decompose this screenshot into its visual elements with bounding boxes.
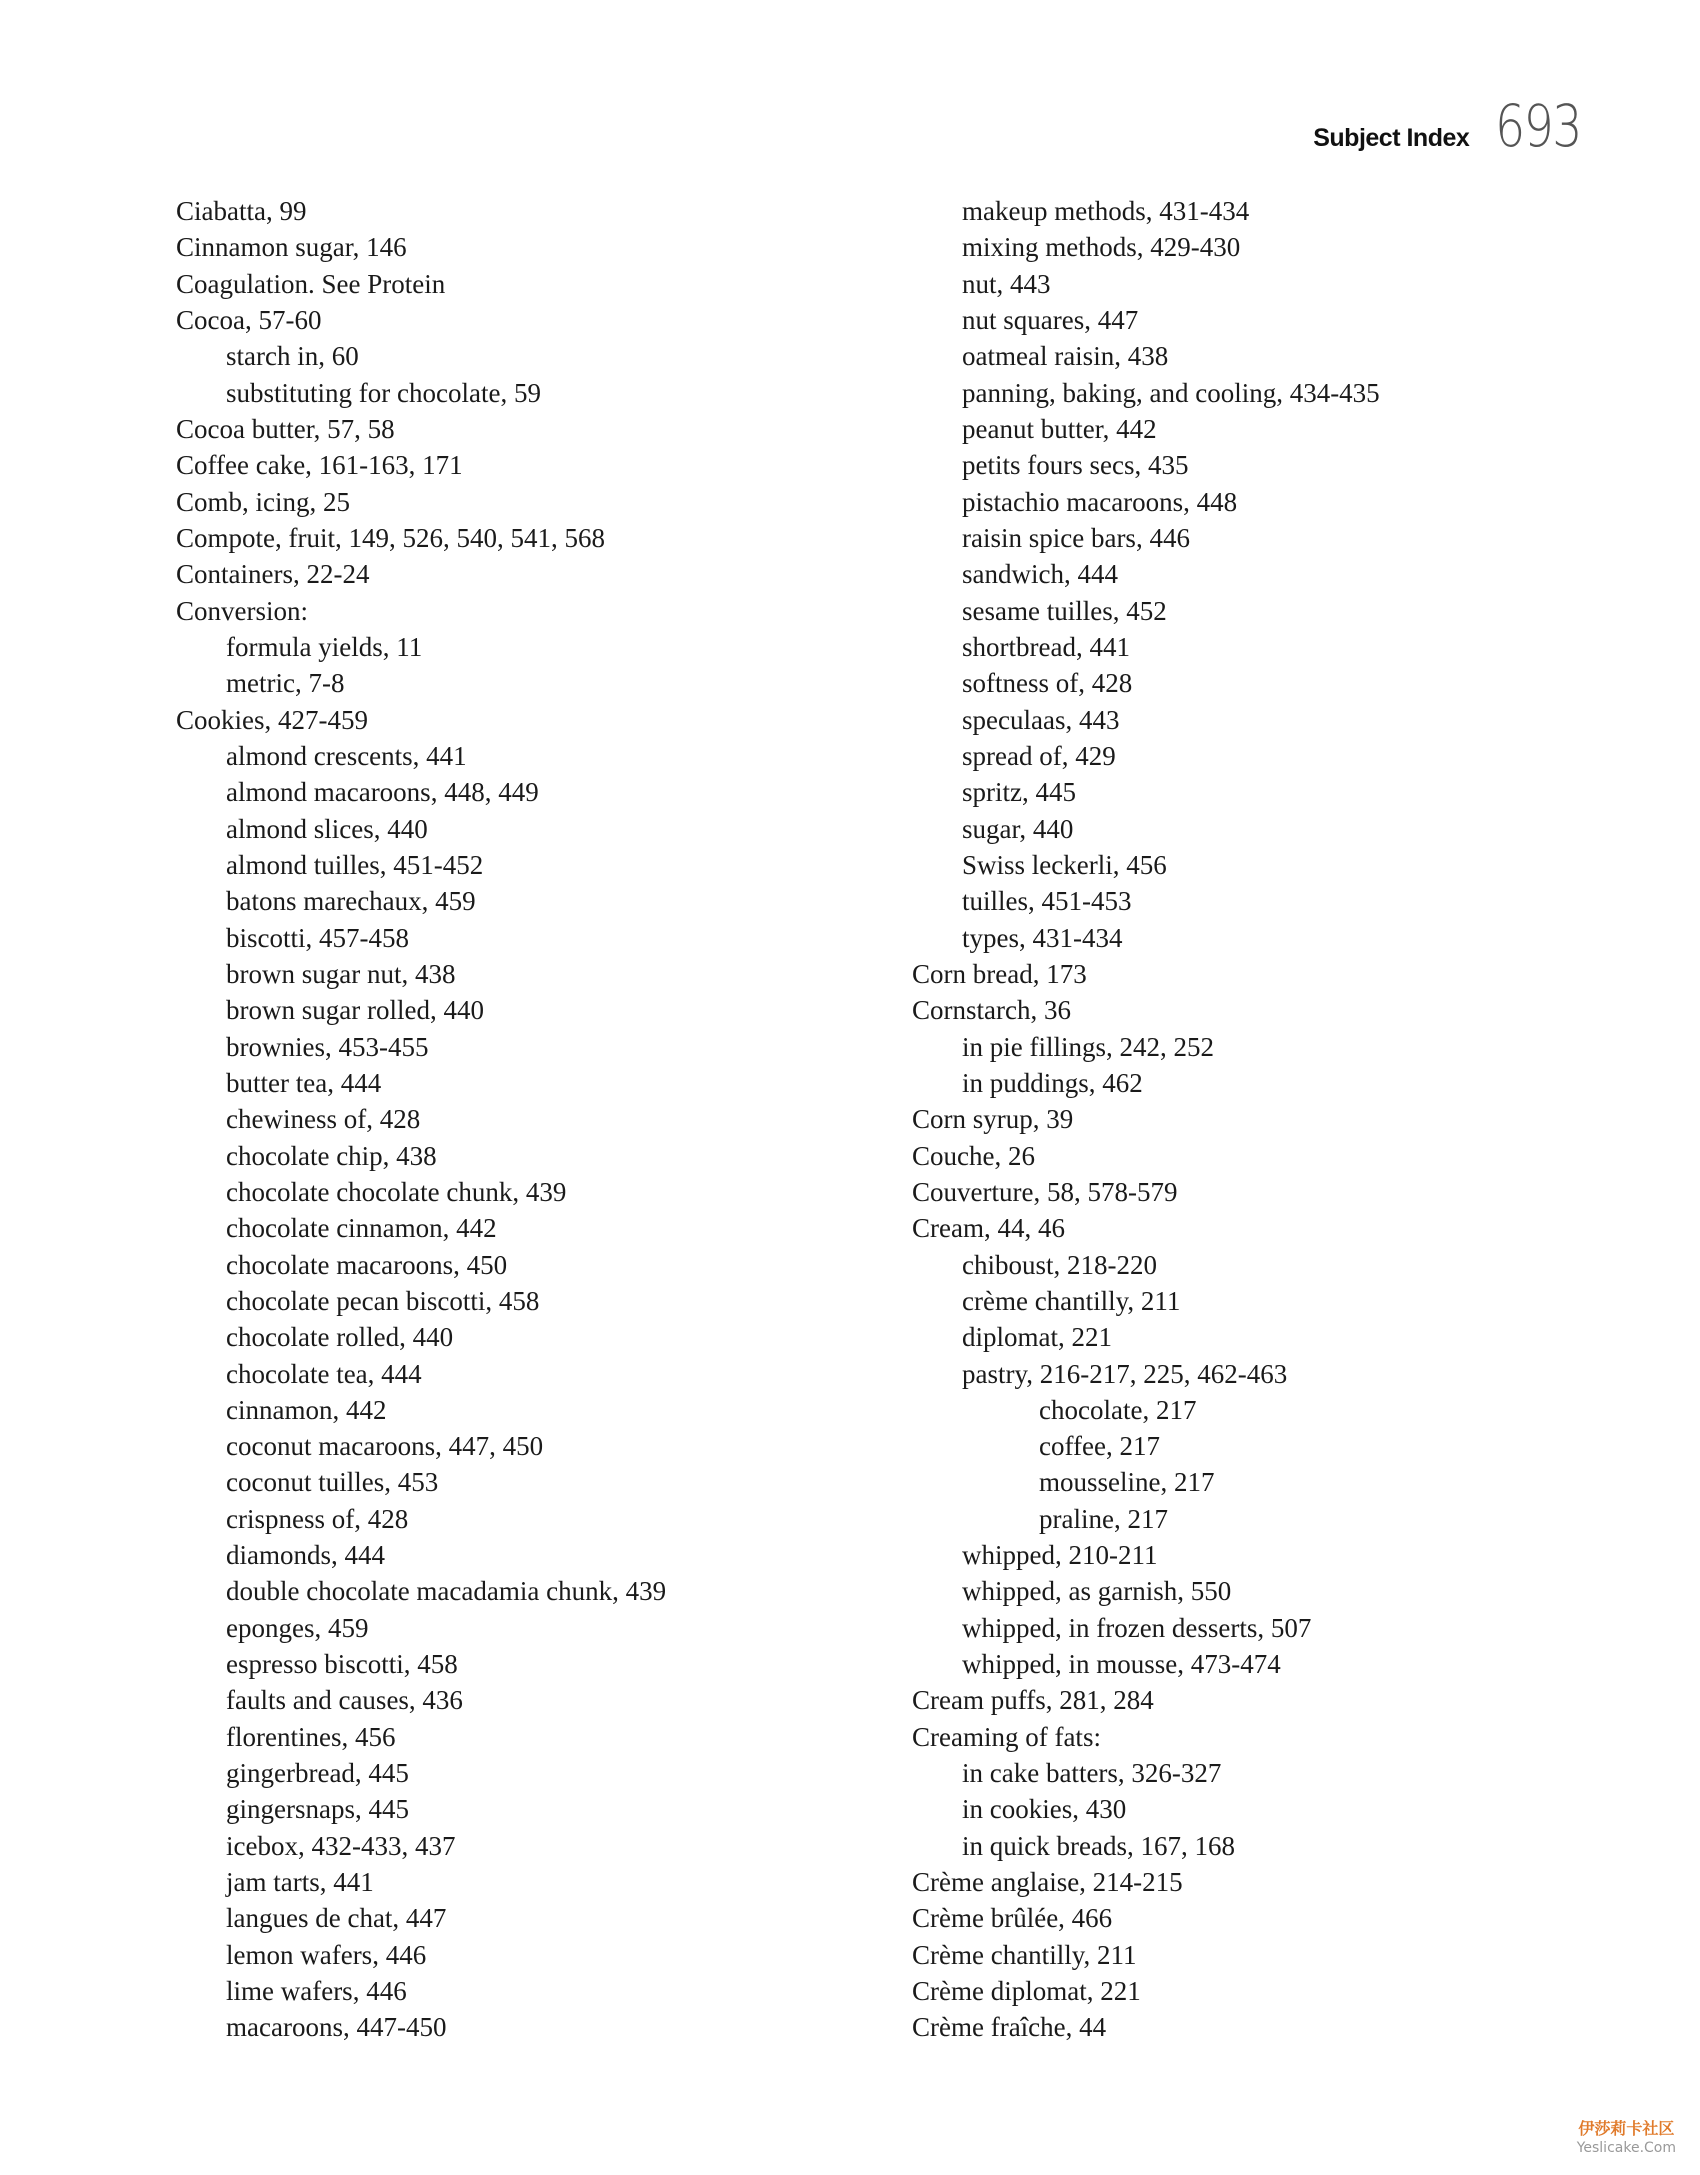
index-subentry: shortbread, 441 bbox=[962, 631, 1130, 662]
index-subentry: praline, 217 bbox=[1039, 1503, 1168, 1534]
index-subentry: in cookies, 430 bbox=[962, 1794, 1127, 1825]
index-subentry: mixing methods, 429-430 bbox=[962, 232, 1241, 263]
index-subentry: double chocolate macadamia chunk, 439 bbox=[226, 1576, 667, 1607]
index-subentry: oatmeal raisin, 438 bbox=[962, 341, 1169, 372]
index-subentry: brown sugar rolled, 440 bbox=[226, 995, 484, 1026]
index-subentry: chocolate chip, 438 bbox=[226, 1140, 437, 1171]
index-entry: Coagulation. See Protein bbox=[176, 268, 446, 299]
index-subentry: biscotti, 457-458 bbox=[226, 922, 409, 953]
index-subentry: diplomat, 221 bbox=[962, 1322, 1112, 1353]
index-subentry: chocolate chocolate chunk, 439 bbox=[226, 1176, 567, 1207]
index-subentry: nut squares, 447 bbox=[962, 304, 1139, 335]
index-subentry: diamonds, 444 bbox=[226, 1540, 385, 1571]
index-subentry: pistachio macaroons, 448 bbox=[962, 486, 1238, 517]
index-column-left bbox=[176, 193, 896, 2046]
index-subentry: substituting for chocolate, 59 bbox=[226, 377, 541, 408]
index-subentry: langues de chat, 447 bbox=[226, 1903, 447, 1934]
running-header bbox=[1313, 92, 1600, 160]
index-subentry: almond crescents, 441 bbox=[226, 740, 467, 771]
index-subentry: in quick breads, 167, 168 bbox=[962, 1830, 1235, 1861]
index-subentry: nut, 443 bbox=[962, 268, 1051, 299]
index-subentry: whipped, as garnish, 550 bbox=[962, 1576, 1232, 1607]
index-subentry: whipped, in mousse, 473-474 bbox=[962, 1649, 1281, 1680]
index-entry: Corn bread, 173 bbox=[912, 958, 1087, 989]
index-subentry: sugar, 440 bbox=[962, 813, 1074, 844]
index-subentry: eponges, 459 bbox=[226, 1612, 369, 1643]
index-subentry: spritz, 445 bbox=[962, 777, 1076, 808]
page-number: 693 bbox=[1495, 92, 1582, 160]
index-subentry: chocolate, 217 bbox=[1039, 1394, 1197, 1425]
index-entry: Cream puffs, 281, 284 bbox=[912, 1685, 1154, 1716]
index-subentry: gingersnaps, 445 bbox=[226, 1794, 409, 1825]
index-subentry: faults and causes, 436 bbox=[226, 1685, 463, 1716]
index-subentry: starch in, 60 bbox=[226, 341, 359, 372]
index-subentry: petits fours secs, 435 bbox=[962, 450, 1189, 481]
section-title: Subject Index bbox=[1313, 124, 1470, 152]
index-entry: Creaming of fats: bbox=[912, 1721, 1101, 1752]
index-subentry: macaroons, 447-450 bbox=[226, 2012, 447, 2043]
index-subentry: cinnamon, 442 bbox=[226, 1394, 387, 1425]
index-subentry: whipped, 210-211 bbox=[962, 1540, 1158, 1571]
index-subentry: crispness of, 428 bbox=[226, 1503, 409, 1534]
index-subentry: chewiness of, 428 bbox=[226, 1104, 421, 1135]
index-entry: Cornstarch, 36 bbox=[912, 995, 1071, 1026]
index-subentry: softness of, 428 bbox=[962, 668, 1133, 699]
index-subentry: speculaas, 443 bbox=[962, 704, 1120, 735]
index-subentry: spread of, 429 bbox=[962, 740, 1116, 771]
index-subentry: brownies, 453-455 bbox=[226, 1031, 429, 1062]
index-entry: Ciabatta, 99 bbox=[176, 196, 307, 226]
index-subentry: peanut butter, 442 bbox=[962, 413, 1157, 444]
index-subentry: batons marechaux, 459 bbox=[226, 886, 476, 917]
index-subentry: almond tuilles, 451-452 bbox=[226, 849, 484, 880]
index-entry: Corn syrup, 39 bbox=[912, 1104, 1074, 1135]
index-subentry: panning, baking, and cooling, 434-435 bbox=[962, 377, 1380, 408]
index-entry: Conversion: bbox=[176, 595, 308, 626]
index-entry: Containers, 22-24 bbox=[176, 559, 370, 590]
index-entry: Cookies, 427-459 bbox=[176, 704, 368, 735]
index-subentry: sesame tuilles, 452 bbox=[962, 595, 1167, 626]
index-entry: Cocoa butter, 57, 58 bbox=[176, 413, 395, 444]
index-subentry: lemon wafers, 446 bbox=[226, 1939, 427, 1970]
index-subentry: chocolate cinnamon, 442 bbox=[226, 1213, 497, 1244]
index-subentry: coconut tuilles, 453 bbox=[226, 1467, 439, 1498]
index-entry: Cocoa, 57-60 bbox=[176, 304, 322, 335]
index-entry: Cream, 44, 46 bbox=[912, 1213, 1065, 1244]
index-subentry: sandwich, 444 bbox=[962, 559, 1118, 590]
index-subentry: makeup methods, 431-434 bbox=[962, 196, 1250, 226]
index-entry: Crème chantilly, 211 bbox=[912, 1939, 1137, 1970]
index-entry: Couverture, 58, 578-579 bbox=[912, 1176, 1178, 1207]
index-subentry: gingerbread, 445 bbox=[226, 1758, 409, 1789]
index-subentry: chocolate rolled, 440 bbox=[226, 1322, 454, 1353]
index-subentry: icebox, 432-433, 437 bbox=[226, 1830, 456, 1861]
index-subentry: butter tea, 444 bbox=[226, 1067, 382, 1098]
index-subentry: chocolate pecan biscotti, 458 bbox=[226, 1285, 540, 1316]
index-subentry: in puddings, 462 bbox=[962, 1067, 1143, 1098]
index-subentry: brown sugar nut, 438 bbox=[226, 958, 456, 989]
index-subentry: chiboust, 218-220 bbox=[962, 1249, 1157, 1280]
index-subentry: almond slices, 440 bbox=[226, 813, 428, 844]
index-subentry: in cake batters, 326-327 bbox=[962, 1758, 1222, 1789]
index-entry: Crème diplomat, 221 bbox=[912, 1976, 1141, 2007]
watermark-text: 伊莎莉卡社区 bbox=[1578, 2119, 1675, 2138]
index-entry: Crème anglaise, 214-215 bbox=[912, 1867, 1183, 1898]
index-entry: Coffee cake, 161-163, 171 bbox=[176, 450, 463, 481]
index-subentry: whipped, in frozen desserts, 507 bbox=[962, 1612, 1312, 1643]
index-subentry: coconut macaroons, 447, 450 bbox=[226, 1431, 544, 1462]
index-subentry: tuilles, 451-453 bbox=[962, 886, 1132, 917]
index-subentry: chocolate macaroons, 450 bbox=[226, 1249, 508, 1280]
index-subentry: crème chantilly, 211 bbox=[962, 1285, 1181, 1316]
index-entry: Crème fraîche, 44 bbox=[912, 2012, 1107, 2043]
index-subentry: lime wafers, 446 bbox=[226, 1976, 407, 2007]
index-subentry: metric, 7-8 bbox=[226, 668, 345, 699]
watermark bbox=[1577, 2119, 1676, 2157]
index-subentry: espresso biscotti, 458 bbox=[226, 1649, 458, 1680]
index-subentry: pastry, 216-217, 225, 462-463 bbox=[962, 1358, 1288, 1389]
index-subentry: jam tarts, 441 bbox=[226, 1867, 374, 1898]
index-subentry: mousseline, 217 bbox=[1039, 1467, 1215, 1498]
index-subentry: formula yields, 11 bbox=[226, 631, 423, 662]
index-subentry: florentines, 456 bbox=[226, 1721, 396, 1752]
index-subentry: Swiss leckerli, 456 bbox=[962, 849, 1167, 880]
index-subentry: chocolate tea, 444 bbox=[226, 1358, 422, 1389]
index-column-right bbox=[912, 193, 1632, 2046]
index-entry: Compote, fruit, 149, 526, 540, 541, 568 bbox=[176, 522, 605, 553]
index-entry: Comb, icing, 25 bbox=[176, 486, 350, 517]
index-entry: Cinnamon sugar, 146 bbox=[176, 232, 407, 263]
index-subentry: in pie fillings, 242, 252 bbox=[962, 1031, 1214, 1062]
index-subentry: types, 431-434 bbox=[962, 922, 1123, 953]
watermark-url: Yeslicake.Com bbox=[1576, 2140, 1676, 2156]
index-entry: Crème brûlée, 466 bbox=[912, 1903, 1113, 1934]
index-entry: Couche, 26 bbox=[912, 1140, 1035, 1171]
index-subentry: almond macaroons, 448, 449 bbox=[226, 777, 539, 808]
index-subentry: coffee, 217 bbox=[1039, 1431, 1160, 1462]
index-subentry: raisin spice bars, 446 bbox=[962, 522, 1190, 553]
